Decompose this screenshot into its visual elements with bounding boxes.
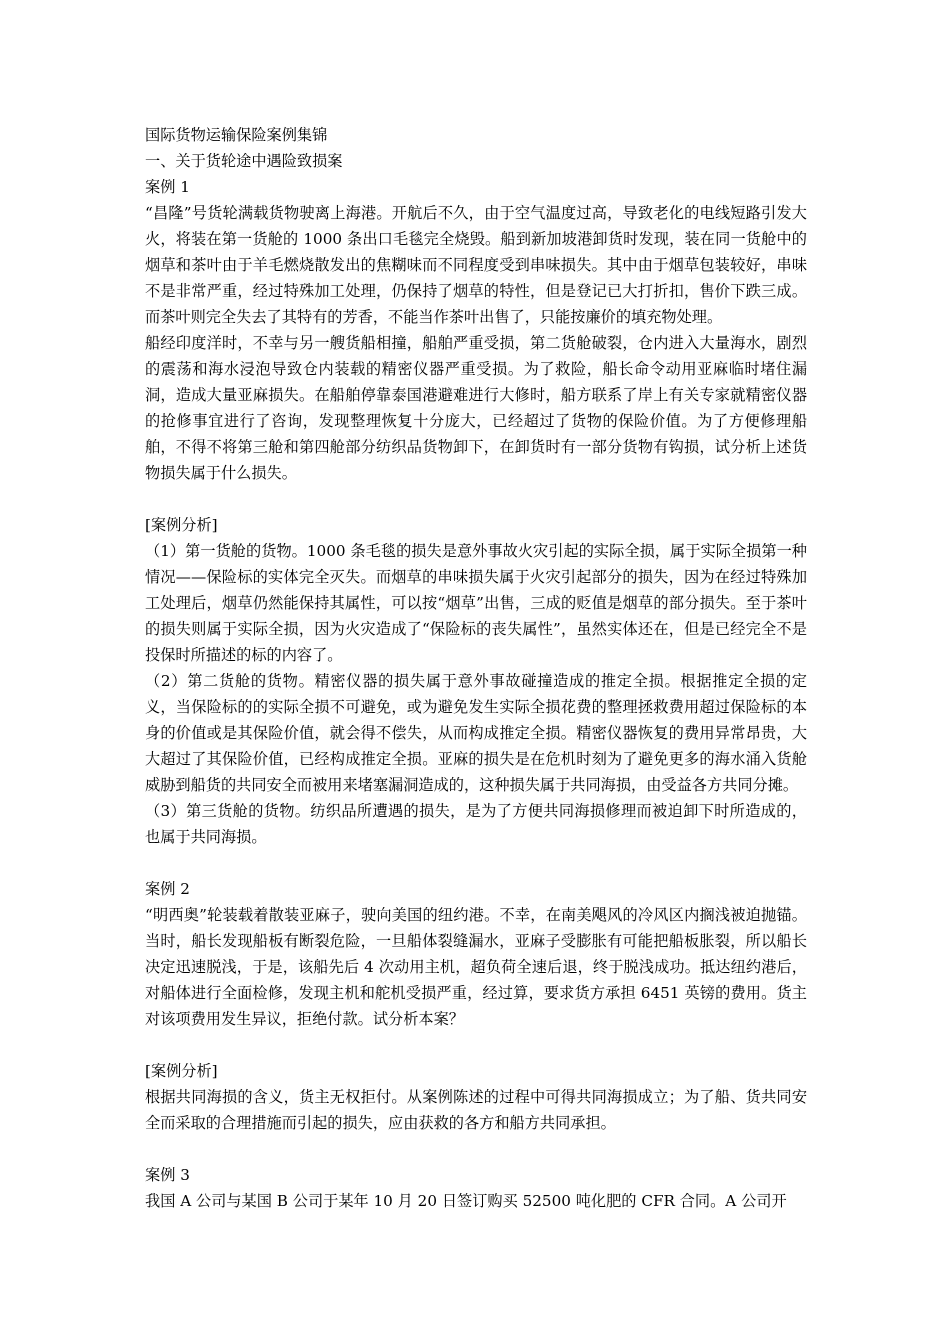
- case-1-paragraph-2: 船经印度洋时，不幸与另一艘货船相撞，船舶严重受损，第二货舱破裂，仓内进入大量海水，剧烈的震荡和海水浸泡导致仓内装载的精密仪器严重受损。为了救险，船长命令动用亚麻临时堵住漏洞，造成大量亚麻损失。在船舶停靠泰国港避难进行大修时，船方联系了岸上有关专家就精密仪器的抢修事宜进行了咨询，发现整理恢复十分庞大，已经超过了货物的保险价值。为了方便修理船舶，不得不将第三舱和第四舱部分纺织品货物卸下，在卸货时有一部分货物有钩损，试分析上述货物损失属于什么损失。: [145, 334, 807, 482]
- spacer: [145, 486, 807, 512]
- document-body: [145, 122, 807, 1214]
- spacer: [145, 850, 807, 876]
- case-2-paragraph-1: “明西奥”轮装载着散装亚麻子，驶向美国的纽约港。不幸，在南美飓风的冷风区内搁浅被迫抛锚。当时，船长发现船板有断裂危险，一旦船体裂缝漏水，亚麻子受膨胀有可能把船板胀裂，所以船长决定迅速脱浅，于是，该船先后 4 次动用主机，超负荷全速后退，终于脱浅成功。抵达纽约港后，对船体进行全面检修，发现主机和舵机受损严重，经过算，要求货方承担 6451 英镑的费用。货主对该项费用发生异议，拒绝付款。试分析本案？: [145, 906, 807, 1028]
- case-1-analysis-1: （1）第一货舱的货物。1000 条毛毯的损失是意外事故火灾引起的实际全损，属于实际全损第一种情况——保险标的实体完全灭失。而烟草的串味损失属于火灾引起部分的损失，因为在经过特殊加工处理后，烟草仍然能保持其属性，可以按“烟草”出售，三成的贬值是烟草的部分损失。至于茶叶的损失则属于实际全损，因为火灾造成了“保险标的丧失属性”，虽然实体还在，但是已经完全不是投保时所描述的标的内容了。: [145, 542, 807, 664]
- spacer: [145, 1136, 807, 1162]
- case-1-label: 案例 1: [145, 178, 190, 196]
- case-3-label: 案例 3: [145, 1166, 190, 1184]
- case-1-analysis-label: [案例分析]: [145, 516, 218, 534]
- case-3-paragraph-1: 我国 A 公司与某国 B 公司于某年 10 月 20 日签订购买 52500 吨化肥的 CFR 合同。A 公司开: [145, 1192, 787, 1210]
- document-title: 国际货物运输保险案例集锦: [145, 126, 328, 144]
- case-2-label: 案例 2: [145, 880, 190, 898]
- case-1-analysis-2: （2）第二货舱的货物。精密仪器的损失属于意外事故碰撞造成的推定全损。根据推定全损的定义，当保险标的的实际全损不可避免，或为避免发生实际全损花费的整理拯救费用超过保险标的本身的价值或是其保险价值，就会得不偿失，从而构成推定全损。精密仪器恢复的费用异常昂贵，大大超过了其保险价值，已经构成推定全损。亚麻的损失是在危机时刻为了避免更多的海水涌入货舱威胁到船货的共同安全而被用来堵塞漏洞造成的，这种损失属于共同海损，由受益各方共同分摊。: [145, 672, 807, 794]
- spacer: [145, 1032, 807, 1058]
- case-1-analysis-3: （3）第三货舱的货物。纺织品所遭遇的损失，是为了方便共同海损修理而被迫卸下时所造成的，也属于共同海损。: [145, 802, 807, 846]
- case-2-analysis-label: [案例分析]: [145, 1062, 218, 1080]
- case-1-paragraph-1: “昌隆”号货轮满载货物驶离上海港。开航后不久，由于空气温度过高，导致老化的电线短路引发大火，将装在第一货舱的 1000 条出口毛毯完全烧毁。船到新加坡港卸货时发现，装在同一货舱中的烟草和茶叶由于羊毛燃烧散发出的焦糊味而不同程度受到串味损失。其中由于烟草包装较好，串味不是非常严重，经过特殊加工处理，仍保持了烟草的特性，但是登记已大打折扣，售价下跌三成。而茶叶则完全失去了其特有的芳香，不能当作茶叶出售了，只能按廉价的填充物处理。: [145, 204, 807, 326]
- case-2-analysis-1: 根据共同海损的含义，货主无权拒付。从案例陈述的过程中可得共同海损成立；为了船、货共同安全而采取的合理措施而引起的损失，应由获救的各方和船方共同承担。: [145, 1088, 807, 1132]
- section-heading: 一、关于货轮途中遇险致损案: [145, 152, 343, 170]
